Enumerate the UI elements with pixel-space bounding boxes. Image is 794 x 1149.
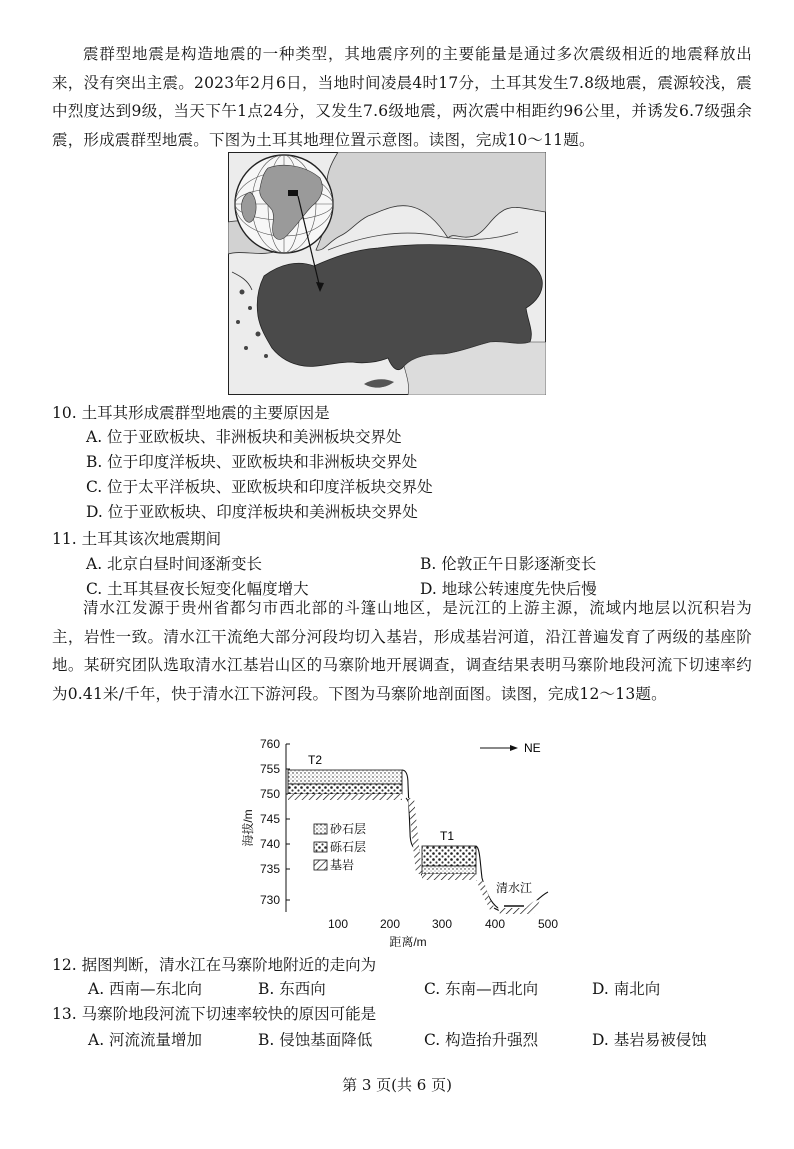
legend: [314, 821, 366, 872]
terrace-profile-diagram: [228, 732, 562, 952]
question-10-option-b: B. 位于印度洋板块、亚欧板块和非洲板块交界处: [86, 453, 418, 471]
question-12-stem: 12. 据图判断，清水江在马寨阶地附近的走向为: [52, 956, 377, 974]
x-tick-400: 400: [484, 917, 506, 931]
y-tick-750: 750: [259, 787, 280, 801]
t2-gravel-layer: [288, 784, 402, 794]
question-10-option-d: D. 位于亚欧板块、印度洋板块和美洲板块交界处: [86, 503, 418, 521]
x-axis-label: 距离/m: [389, 935, 427, 949]
question-12-option-a: A. 西南—东北向: [88, 980, 203, 998]
intro-paragraph-qingshui-river: 清水江发源于贵州省都匀市西北部的斗篷山地区，是沅江的上游主源，流域内地层以沉积岩为主，岩性一致。清水江干流绝大部分河段均切入基岩，形成基岩河道，沿江普遍发育了两级的基座阶地。某研究团队选取清水江基岩山区的马寨阶地开展调查，调查结果表明马寨阶地段河流下切速率约为0.41米/千年，快于清水江下游河段。下图为马寨阶地剖面图。读图，完成12～13题。: [52, 599, 752, 703]
question-10-option-a: A. 位于亚欧板块、非洲板块和美洲板块交界处: [86, 428, 402, 446]
legend-bedrock-label: 基岩: [330, 858, 355, 872]
globe-inset: [235, 155, 333, 253]
terrace-t1-label: T1: [440, 829, 455, 843]
intro-paragraph-earthquake: 震群型地震是构造地震的一种类型，其地震序列的主要能量是通过多次震级相近的地震释放出来，没有突出主震。2023年2月6日，当地时间凌晨4时17分，土耳其发生7.8级地震，震源较浅，震中烈度达到9级，当天下午1点24分，又发生7.6级地震，两次震中相距约96公里，并诱发6.7级强余震，形成震群型地震。下图为土耳其地理位置示意图。读图，完成10～11题。: [52, 45, 752, 149]
question-13-option-d: D. 基岩易被侵蚀: [592, 1031, 707, 1049]
y-tick-730: 730: [259, 893, 280, 907]
y-tick-755: 755: [259, 762, 280, 776]
question-10-stem: 10. 土耳其形成震群型地震的主要原因是: [52, 404, 330, 422]
legend-sand-swatch: [314, 824, 327, 834]
legend-sand-label: 砂石层: [330, 822, 367, 836]
x-tick-100: 100: [327, 917, 349, 931]
question-12-option-b: B. 东西向: [258, 980, 326, 998]
question-13-option-a: A. 河流流量增加: [88, 1031, 203, 1049]
y-tick-760: 760: [259, 737, 280, 751]
legend-gravel-swatch: [314, 842, 327, 852]
question-13-option-b: B. 侵蚀基面降低: [258, 1031, 373, 1049]
turkey-location-map: [228, 152, 546, 395]
question-10-option-c: C. 位于太平洋板块、亚欧板块和印度洋板块交界处: [86, 478, 433, 496]
x-tick-500: 500: [537, 917, 559, 931]
terrace-t2-label: T2: [308, 753, 323, 767]
question-11-stem: 11. 土耳其该次地震期间: [52, 530, 222, 548]
t2-sand-layer: [288, 770, 402, 784]
t1-sand-layer: [422, 866, 476, 874]
t1-gravel-layer: [422, 846, 476, 866]
question-13-stem: 13. 马寨阶地段河流下切速率较快的原因可能是: [52, 1005, 377, 1023]
legend-gravel-label: 砾石层: [330, 840, 367, 854]
y-tick-740: 740: [259, 837, 280, 851]
question-11-option-c: C. 土耳其昼夜长短变化幅度增大: [86, 580, 309, 598]
t1-bedrock: [422, 874, 476, 880]
question-13-option-c: C. 构造抬升强烈: [424, 1031, 539, 1049]
x-tick-300: 300: [431, 917, 453, 931]
question-12-option-c: C. 东南—西北向: [424, 980, 539, 998]
question-11-option-d: D. 地球公转速度先快后慢: [420, 580, 597, 598]
question-12-option-d: D. 南北向: [592, 980, 661, 998]
t2-bedrock: [288, 794, 402, 800]
direction-label: NE: [524, 741, 541, 755]
y-tick-745: 745: [259, 812, 280, 826]
y-tick-735: 735: [259, 862, 280, 876]
legend-bedrock-swatch: [314, 860, 327, 870]
x-tick-200: 200: [379, 917, 401, 931]
question-11-option-a: A. 北京白昼时间逐渐变长: [86, 555, 263, 573]
y-axis-label: 海拔/m: [241, 809, 255, 847]
question-11-option-b: B. 伦敦正午日影逐渐变长: [420, 555, 597, 573]
page-number-footer: 第 3 页(共 6 页): [342, 1076, 452, 1094]
river-label: 清水江: [496, 881, 533, 895]
